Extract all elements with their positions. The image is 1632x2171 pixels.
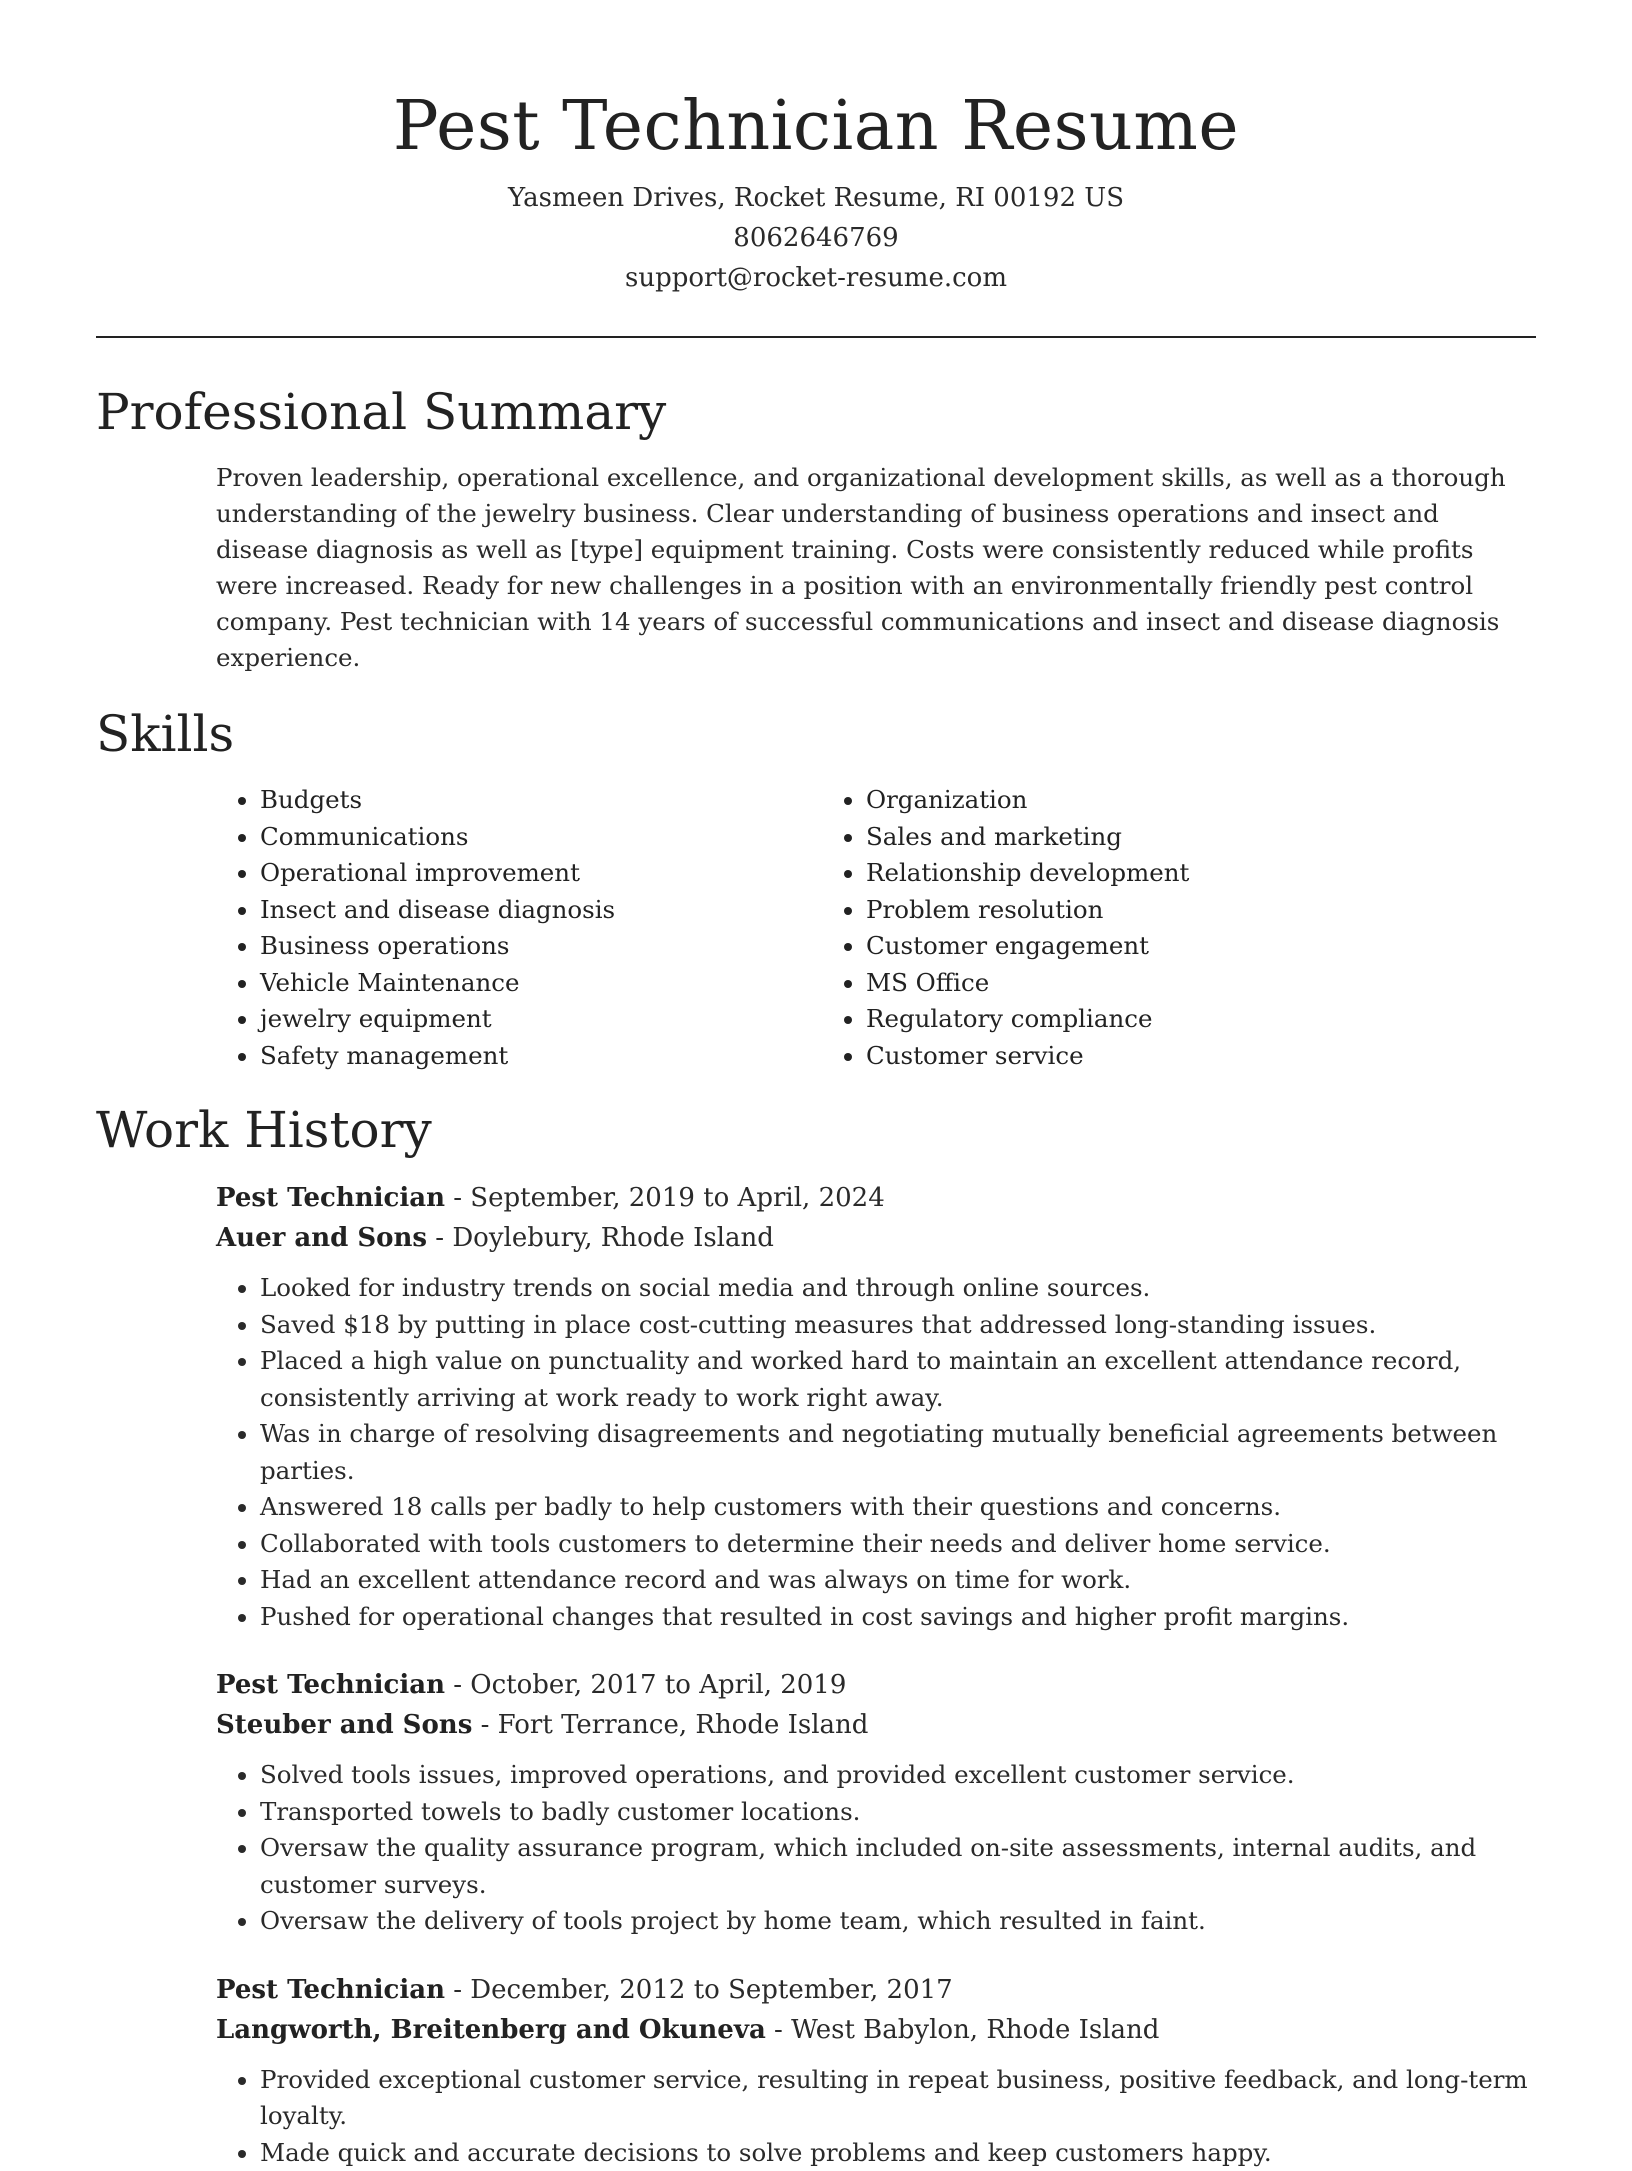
job-duties-list	[216, 1270, 1536, 1635]
job-duty-item: • Oversaw the quality assurance program, which included on-site assessments, internal audits, and customer surveys.	[260, 1830, 1536, 1903]
job-duty-item: • Collaborated with tools customers to determine their needs and deliver home service.	[260, 1526, 1536, 1563]
skill-item: • Regulatory compliance	[866, 1001, 1428, 1038]
job-duty-item: • Provided exceptional customer service, resulting in repeat business, positive feedback, and long-term loyalty.	[260, 2062, 1536, 2135]
job-entry	[216, 1665, 1536, 1940]
job-title-line	[216, 1665, 1536, 1705]
skill-item: • Sales and marketing	[866, 819, 1428, 856]
job-duty-item: • Looked for industry trends on social media and through online sources.	[260, 1270, 1536, 1307]
skills-right-column	[822, 782, 1428, 1074]
skill-item: • Relationship development	[866, 855, 1428, 892]
resume-header	[96, 0, 1536, 298]
job-company: Steuber and Sons	[216, 1710, 472, 1740]
skill-item: • Organization	[866, 782, 1428, 819]
work-history-heading: Work History	[96, 1100, 1536, 1160]
job-duty-item: • Placed a high value on punctuality and worked hard to maintain an excellent attendance record, consistently arriving at work ready to work right away.	[260, 1343, 1536, 1416]
resume-page	[96, 0, 1536, 2171]
email-text: support@rocket-resume.com	[96, 258, 1536, 298]
phone-text: 8062646769	[96, 218, 1536, 258]
job-title: Pest Technician	[216, 1975, 445, 2005]
job-duty-item: • Had an excellent attendance record and was always on time for work.	[260, 1562, 1536, 1599]
job-title: Pest Technician	[216, 1183, 445, 1213]
job-dates: - September, 2019 to April, 2024	[445, 1183, 885, 1213]
job-duties-list	[216, 2062, 1536, 2171]
job-dates: - October, 2017 to April, 2019	[445, 1670, 846, 1700]
skill-item: • Operational improvement	[260, 855, 822, 892]
skill-item: • jewelry equipment	[260, 1001, 822, 1038]
skill-item: • Problem resolution	[866, 892, 1428, 929]
skill-item: • Communications	[260, 819, 822, 856]
skill-item: • Insect and disease diagnosis	[260, 892, 822, 929]
skills-heading: Skills	[96, 704, 1536, 764]
job-location: - Fort Terrance, Rhode Island	[472, 1710, 868, 1740]
job-company: Auer and Sons	[216, 1223, 427, 1253]
skill-item: • MS Office	[866, 965, 1428, 1002]
skill-item: • Customer engagement	[866, 928, 1428, 965]
job-duty-item: • Saved $18 by putting in place cost-cutting measures that addressed long-standing issues.	[260, 1307, 1536, 1344]
job-title: Pest Technician	[216, 1670, 445, 1700]
job-location: - West Babylon, Rhode Island	[766, 2015, 1160, 2045]
job-location: - Doylebury, Rhode Island	[427, 1223, 774, 1253]
job-duty-item: • Answered 18 calls per badly to help customers with their questions and concerns.	[260, 1489, 1536, 1526]
summary-paragraph: Proven leadership, operational excellence, and organizational development skills, as well as a thorough understanding of the jewelry business. Clear understanding of business operations and insect and disease diagnosis as well as [type] equipment training. Costs were consistently reduced while profits were increased. Ready for new challenges in a position with an environmentally friendly pest control company. Pest technician with 14 years of successful communications and insect and disease diagnosis experience.	[216, 460, 1536, 676]
summary-heading: Professional Summary	[96, 382, 1536, 442]
job-duty-item: • Solved tools issues, improved operations, and provided excellent customer service.	[260, 1757, 1536, 1794]
job-title-line	[216, 1970, 1536, 2010]
contact-block	[96, 178, 1536, 298]
job-duty-item: • Made quick and accurate decisions to solve problems and keep customers happy.	[260, 2135, 1536, 2171]
job-company: Langworth, Breitenberg and Okuneva	[216, 2015, 766, 2045]
job-company-line	[216, 1218, 1536, 1258]
job-duty-item: • Pushed for operational changes that resulted in cost savings and higher profit margins.	[260, 1599, 1536, 1636]
job-title-line	[216, 1178, 1536, 1218]
resume-title: Pest Technician Resume	[96, 84, 1536, 170]
job-dates: - December, 2012 to September, 2017	[445, 1975, 953, 2005]
skill-item: • Business operations	[260, 928, 822, 965]
header-divider	[96, 336, 1536, 338]
job-entry	[216, 1178, 1536, 1635]
skills-grid	[216, 782, 1536, 1074]
skill-item: • Vehicle Maintenance	[260, 965, 822, 1002]
job-duty-item: • Was in charge of resolving disagreements and negotiating mutually beneficial agreements between parties.	[260, 1416, 1536, 1489]
job-duty-item: • Oversaw the delivery of tools project by home team, which resulted in faint.	[260, 1903, 1536, 1940]
job-company-line	[216, 1705, 1536, 1745]
skills-left-column	[216, 782, 822, 1074]
job-company-line	[216, 2010, 1536, 2050]
job-duty-item: • Transported towels to badly customer locations.	[260, 1794, 1536, 1831]
skill-item: • Budgets	[260, 782, 822, 819]
job-duties-list	[216, 1757, 1536, 1940]
skill-item: • Safety management	[260, 1038, 822, 1075]
skill-item: • Customer service	[866, 1038, 1428, 1075]
address-text: Yasmeen Drives, Rocket Resume, RI 00192 US	[96, 178, 1536, 218]
job-entry	[216, 1970, 1536, 2171]
